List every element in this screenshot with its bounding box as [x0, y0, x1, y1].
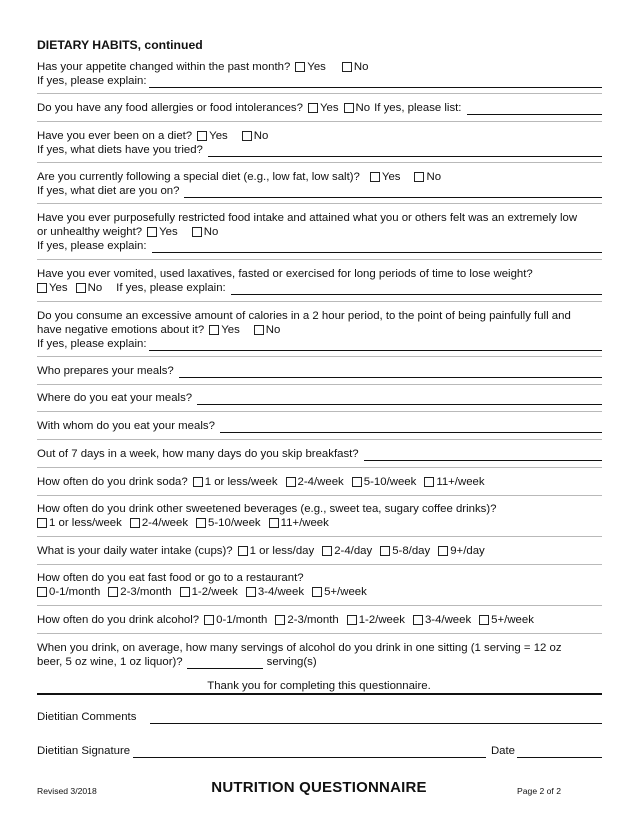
where-field[interactable]: [197, 393, 602, 405]
restricted-explain-label: If yes, please explain:: [37, 240, 147, 252]
question-where: [37, 391, 602, 405]
binge-no-checkbox[interactable]: [254, 325, 264, 335]
servings-question-line1: When you drink, on average, how many servings of alcohol do you drink in one sitting (1 serving = 12 oz: [37, 642, 562, 654]
allergies-list-field[interactable]: [467, 103, 602, 115]
restricted-question-line1: Have you ever purposefully restricted food intake and attained what you or others felt was an extremely low: [37, 212, 578, 224]
whom-question-text: With whom do you eat your meals?: [37, 420, 215, 432]
water-option-label: 9+/day: [450, 545, 485, 557]
water-option-label: 2-4/day: [334, 545, 373, 557]
binge-explain-field[interactable]: [149, 339, 602, 351]
vomited-yes-label: Yes: [49, 282, 68, 294]
special-diet-followup-field[interactable]: [184, 186, 602, 198]
soda-option-label: 11+/week: [436, 476, 485, 488]
alcohol-option-label: 5+/week: [491, 614, 534, 626]
question-allergies: [37, 101, 602, 115]
dietitian-comments-label: Dietitian Comments: [37, 711, 137, 723]
special-diet-question-text: Are you currently following a special diet (e.g., low fat, low salt)?: [37, 171, 360, 183]
servings-unit-label: serving(s): [266, 656, 317, 668]
fastfood-question-text: How often do you eat fast food or go to a restaurant?: [37, 572, 304, 584]
whom-field[interactable]: [220, 421, 602, 433]
question-servings: [37, 641, 602, 669]
sweetened-option-checkbox[interactable]: [196, 518, 206, 528]
special-diet-no-label: No: [426, 171, 442, 183]
water-option-checkbox[interactable]: [322, 546, 332, 556]
special-diet-no-checkbox[interactable]: [414, 172, 424, 182]
page-number: Page 2 of 2: [517, 786, 561, 796]
divider: [37, 384, 602, 385]
soda-question-text: How often do you drink soda?: [37, 476, 188, 488]
section-rule: [37, 693, 602, 695]
allergies-yes-label: Yes: [319, 102, 339, 114]
dietitian-comments-row: [37, 710, 602, 724]
soda-option-checkbox[interactable]: [286, 477, 296, 487]
sweetened-question-text: How often do you drink other sweetened beverages (e.g., sweet tea, sugary coffee drinks)?: [37, 503, 497, 515]
form-title: NUTRITION QUESTIONNAIRE: [211, 779, 427, 796]
restricted-yes-label: Yes: [159, 226, 178, 238]
appetite-no-checkbox[interactable]: [342, 62, 352, 72]
sweetened-option-label: 5-10/week: [208, 517, 261, 529]
restricted-question-line2: or unhealthy weight?: [37, 226, 143, 238]
alcohol-option-checkbox[interactable]: [479, 615, 489, 625]
question-restricted: [37, 211, 602, 253]
fastfood-option-checkbox[interactable]: [246, 587, 256, 597]
diet-followup-field[interactable]: [208, 145, 602, 157]
soda-option-label: 5-10/week: [363, 476, 417, 488]
question-special-diet: [37, 170, 602, 198]
diet-yes-checkbox[interactable]: [197, 131, 207, 141]
breakfast-question-text: Out of 7 days in a week, how many days do you skip breakfast?: [37, 448, 359, 460]
water-option-checkbox[interactable]: [238, 546, 248, 556]
water-question-text: What is your daily water intake (cups)?: [37, 545, 233, 557]
divider: [37, 162, 602, 163]
appetite-no-label: No: [353, 61, 369, 73]
binge-no-label: No: [265, 324, 281, 336]
alcohol-option-label: 3-4/week: [424, 614, 472, 626]
divider: [37, 467, 602, 468]
diet-question-text: Have you ever been on a diet?: [37, 130, 193, 142]
fastfood-option-checkbox[interactable]: [108, 587, 118, 597]
appetite-yes-checkbox[interactable]: [295, 62, 305, 72]
sweetened-option-label: 1 or less/week: [49, 517, 122, 529]
vomited-yes-checkbox[interactable]: [37, 283, 47, 293]
binge-question-line1: Do you consume an excessive amount of calories in a 2 hour period, to the point of being painfully full and: [37, 310, 571, 322]
fastfood-option-label: 5+/week: [324, 586, 367, 598]
alcohol-option-checkbox[interactable]: [413, 615, 423, 625]
question-alcohol: [37, 613, 602, 627]
divider: [37, 93, 602, 94]
special-diet-yes-checkbox[interactable]: [370, 172, 380, 182]
section-heading: DIETARY HABITS, continued: [37, 38, 203, 52]
fastfood-option-checkbox[interactable]: [37, 587, 47, 597]
water-option-checkbox[interactable]: [380, 546, 390, 556]
diet-no-checkbox[interactable]: [242, 131, 252, 141]
divider: [37, 121, 602, 122]
prepares-question-text: Who prepares your meals?: [37, 365, 174, 377]
special-diet-yes-label: Yes: [381, 171, 401, 183]
allergies-no-checkbox[interactable]: [344, 103, 354, 113]
fastfood-option-checkbox[interactable]: [180, 587, 190, 597]
allergies-question-text: Do you have any food allergies or food intolerances?: [37, 102, 303, 114]
divider: [37, 301, 602, 302]
alcohol-option-checkbox[interactable]: [275, 615, 285, 625]
restricted-yes-checkbox[interactable]: [147, 227, 157, 237]
divider: [37, 564, 602, 565]
binge-yes-checkbox[interactable]: [209, 325, 219, 335]
servings-question-line2: beer, 5 oz wine, 1 oz liquor)?: [37, 656, 183, 668]
vomited-question-text: Have you ever vomited, used laxatives, fasted or exercised for long periods of time to lose weight?: [37, 268, 533, 280]
date-field[interactable]: [517, 746, 602, 758]
servings-field[interactable]: [187, 657, 263, 669]
divider: [37, 259, 602, 260]
fastfood-option-label: 2-3/month: [120, 586, 172, 598]
binge-explain-label: If yes, please explain:: [37, 338, 147, 350]
breakfast-field[interactable]: [364, 449, 602, 461]
divider: [37, 203, 602, 204]
fastfood-option-label: 0-1/month: [49, 586, 101, 598]
diet-yes-label: Yes: [209, 130, 228, 142]
divider: [37, 356, 602, 357]
vomited-explain-label: If yes, please explain:: [116, 282, 226, 294]
fastfood-option-checkbox[interactable]: [312, 587, 322, 597]
alcohol-option-label: 2-3/month: [287, 614, 339, 626]
sweetened-option-checkbox[interactable]: [37, 518, 47, 528]
sweetened-option-checkbox[interactable]: [130, 518, 140, 528]
question-breakfast: [37, 447, 602, 461]
vomited-no-label: No: [87, 282, 103, 294]
alcohol-option-label: 1-2/week: [358, 614, 405, 626]
question-binge: [37, 309, 602, 351]
revised-date: Revised 3/2018: [37, 786, 97, 796]
divider: [37, 536, 602, 537]
alcohol-option-checkbox[interactable]: [204, 615, 214, 625]
divider: [37, 439, 602, 440]
sweetened-option-label: 11+/week: [280, 517, 329, 529]
binge-question-line2: have negative emotions about it?: [37, 324, 205, 336]
divider: [37, 633, 602, 634]
alcohol-option-label: 0-1/month: [216, 614, 268, 626]
diet-followup-label: If yes, what diets have you tried?: [37, 144, 203, 156]
question-appetite: [37, 60, 602, 88]
water-option-label: 1 or less/day: [249, 545, 315, 557]
divider: [37, 495, 602, 496]
sweetened-option-checkbox[interactable]: [269, 518, 279, 528]
soda-option-label: 2-4/week: [297, 476, 344, 488]
fastfood-option-label: 1-2/week: [191, 586, 238, 598]
question-soda: [37, 475, 602, 489]
thank-you-message: Thank you for completing this questionnaire.: [207, 680, 431, 692]
appetite-explain-label: If yes, please explain:: [37, 75, 147, 87]
appetite-explain-field[interactable]: [149, 76, 602, 88]
question-fastfood: [37, 571, 602, 599]
allergies-list-label: If yes, please list:: [374, 102, 462, 114]
divider: [37, 605, 602, 606]
soda-option-checkbox[interactable]: [424, 477, 434, 487]
sweetened-option-label: 2-4/week: [141, 517, 189, 529]
restricted-no-label: No: [203, 226, 219, 238]
question-whom: [37, 419, 602, 433]
question-prepares: [37, 364, 602, 378]
allergies-yes-checkbox[interactable]: [308, 103, 318, 113]
dietitian-comments-field[interactable]: [150, 712, 602, 724]
question-diet: [37, 129, 602, 157]
dietitian-signature-row: [37, 744, 602, 758]
question-vomited: [37, 267, 602, 295]
restricted-explain-field[interactable]: [152, 241, 602, 253]
soda-option-checkbox[interactable]: [352, 477, 362, 487]
divider: [37, 411, 602, 412]
binge-yes-label: Yes: [221, 324, 240, 336]
fastfood-option-label: 3-4/week: [257, 586, 305, 598]
soda-option-checkbox[interactable]: [193, 477, 203, 487]
dietitian-signature-field[interactable]: [133, 746, 486, 758]
where-question-text: Where do you eat your meals?: [37, 392, 193, 404]
dietitian-signature-label: Dietitian Signature: [37, 745, 131, 757]
prepares-field[interactable]: [179, 366, 602, 378]
alcohol-question-text: How often do you drink alcohol?: [37, 614, 200, 626]
vomited-no-checkbox[interactable]: [76, 283, 86, 293]
appetite-question-text: Has your appetite changed within the past month?: [37, 61, 291, 73]
allergies-no-label: No: [355, 102, 371, 114]
question-sweetened: [37, 502, 602, 530]
restricted-no-checkbox[interactable]: [192, 227, 202, 237]
vomited-explain-field[interactable]: [231, 283, 602, 295]
special-diet-followup-label: If yes, what diet are you on?: [37, 185, 180, 197]
water-option-label: 5-8/day: [392, 545, 431, 557]
water-option-checkbox[interactable]: [438, 546, 448, 556]
appetite-yes-label: Yes: [307, 61, 326, 73]
alcohol-option-checkbox[interactable]: [347, 615, 357, 625]
question-water: [37, 544, 602, 558]
date-label: Date: [490, 745, 515, 757]
soda-option-label: 1 or less/week: [204, 476, 278, 488]
diet-no-label: No: [253, 130, 269, 142]
